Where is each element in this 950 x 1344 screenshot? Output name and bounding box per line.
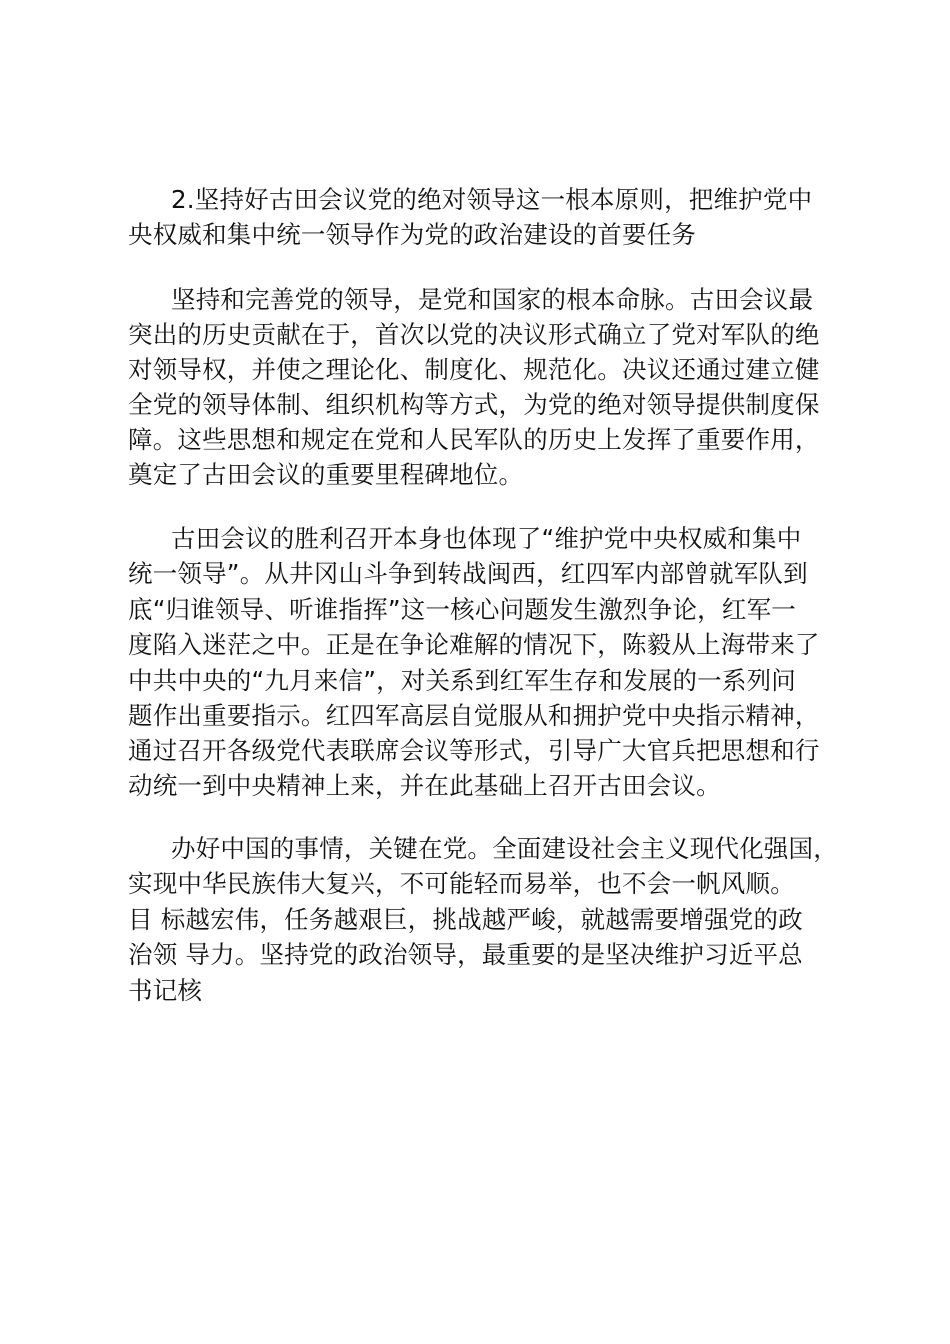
paragraph-2-line-5: 中共中央的“九月来信”，对关系到红军生存和发展的一系列问 — [128, 666, 796, 695]
paragraph-2-line-8: 动统一到中央精神上来，并在此基础上召开古田会议。 — [128, 771, 721, 800]
paragraph-3-line-3: 目 标越宏伟，任务越艰巨，挑战越严峻，就越需要增强党的政 — [128, 905, 803, 934]
paragraph-2-line-7: 通过召开各级党代表联席会议等形式，引导广大官兵把思想和行 — [128, 736, 820, 765]
paragraph-1-line-6: 奠定了古田会议的重要里程碑地位。 — [128, 460, 524, 489]
paragraph-3-line-2: 实现中华民族伟大复兴，不可能轻而易举，也不会一帆风顺。 — [128, 869, 795, 898]
paragraph-3-line-4: 治领 导力。坚持党的政治领导，最重要的是坚决维护习近平总 — [128, 940, 803, 969]
paragraph-2-line-1: 古田会议的胜利召开本身也体现了“维护党中央权威和集中 — [171, 524, 802, 553]
paragraph-2-line-3: 底“归谁领导、听谁指挥”这一核心问题发生激烈争论，红军一 — [128, 595, 796, 624]
paragraph-1-line-4: 全党的领导体制、组织机构等方式，为党的绝对领导提供制度保 — [128, 390, 820, 419]
paragraph-3-line-5: 书记核 — [128, 976, 203, 1005]
paragraph-2-line-2: 统一领导”。从井冈山斗争到转战闽西，红四军内部曾就军队到 — [128, 559, 808, 588]
paragraph-3-line-1: 办好中国的事情，关键在党。全面建设社会主义现代化强国， — [171, 834, 838, 863]
paragraph-2-line-6: 题作出重要指示。红四军高层自觉服从和拥护党中央指示精神， — [128, 701, 820, 730]
paragraph-1-line-2: 突出的历史贡献在于，首次以党的决议形式确立了党对军队的绝 — [128, 320, 820, 349]
paragraph-1-line-1: 坚持和完善党的领导，是党和国家的根本命脉。古田会议最 — [171, 285, 814, 314]
paragraph-1-line-5: 障。这些思想和规定在党和人民军队的历史上发挥了重要作用， — [128, 425, 820, 454]
heading-line-2: 央权威和集中统一领导作为党的政治建设的首要任务 — [128, 220, 697, 249]
heading-line-1: 2.坚持好古田会议党的绝对领导这一根本原则，把维护党中 — [171, 185, 813, 214]
paragraph-1-line-3: 对领导权，并使之理论化、制度化、规范化。决议还通过建立健 — [128, 355, 820, 384]
paragraph-2-line-4: 度陷入迷茫之中。正是在争论难解的情况下，陈毅从上海带来了 — [128, 630, 820, 659]
